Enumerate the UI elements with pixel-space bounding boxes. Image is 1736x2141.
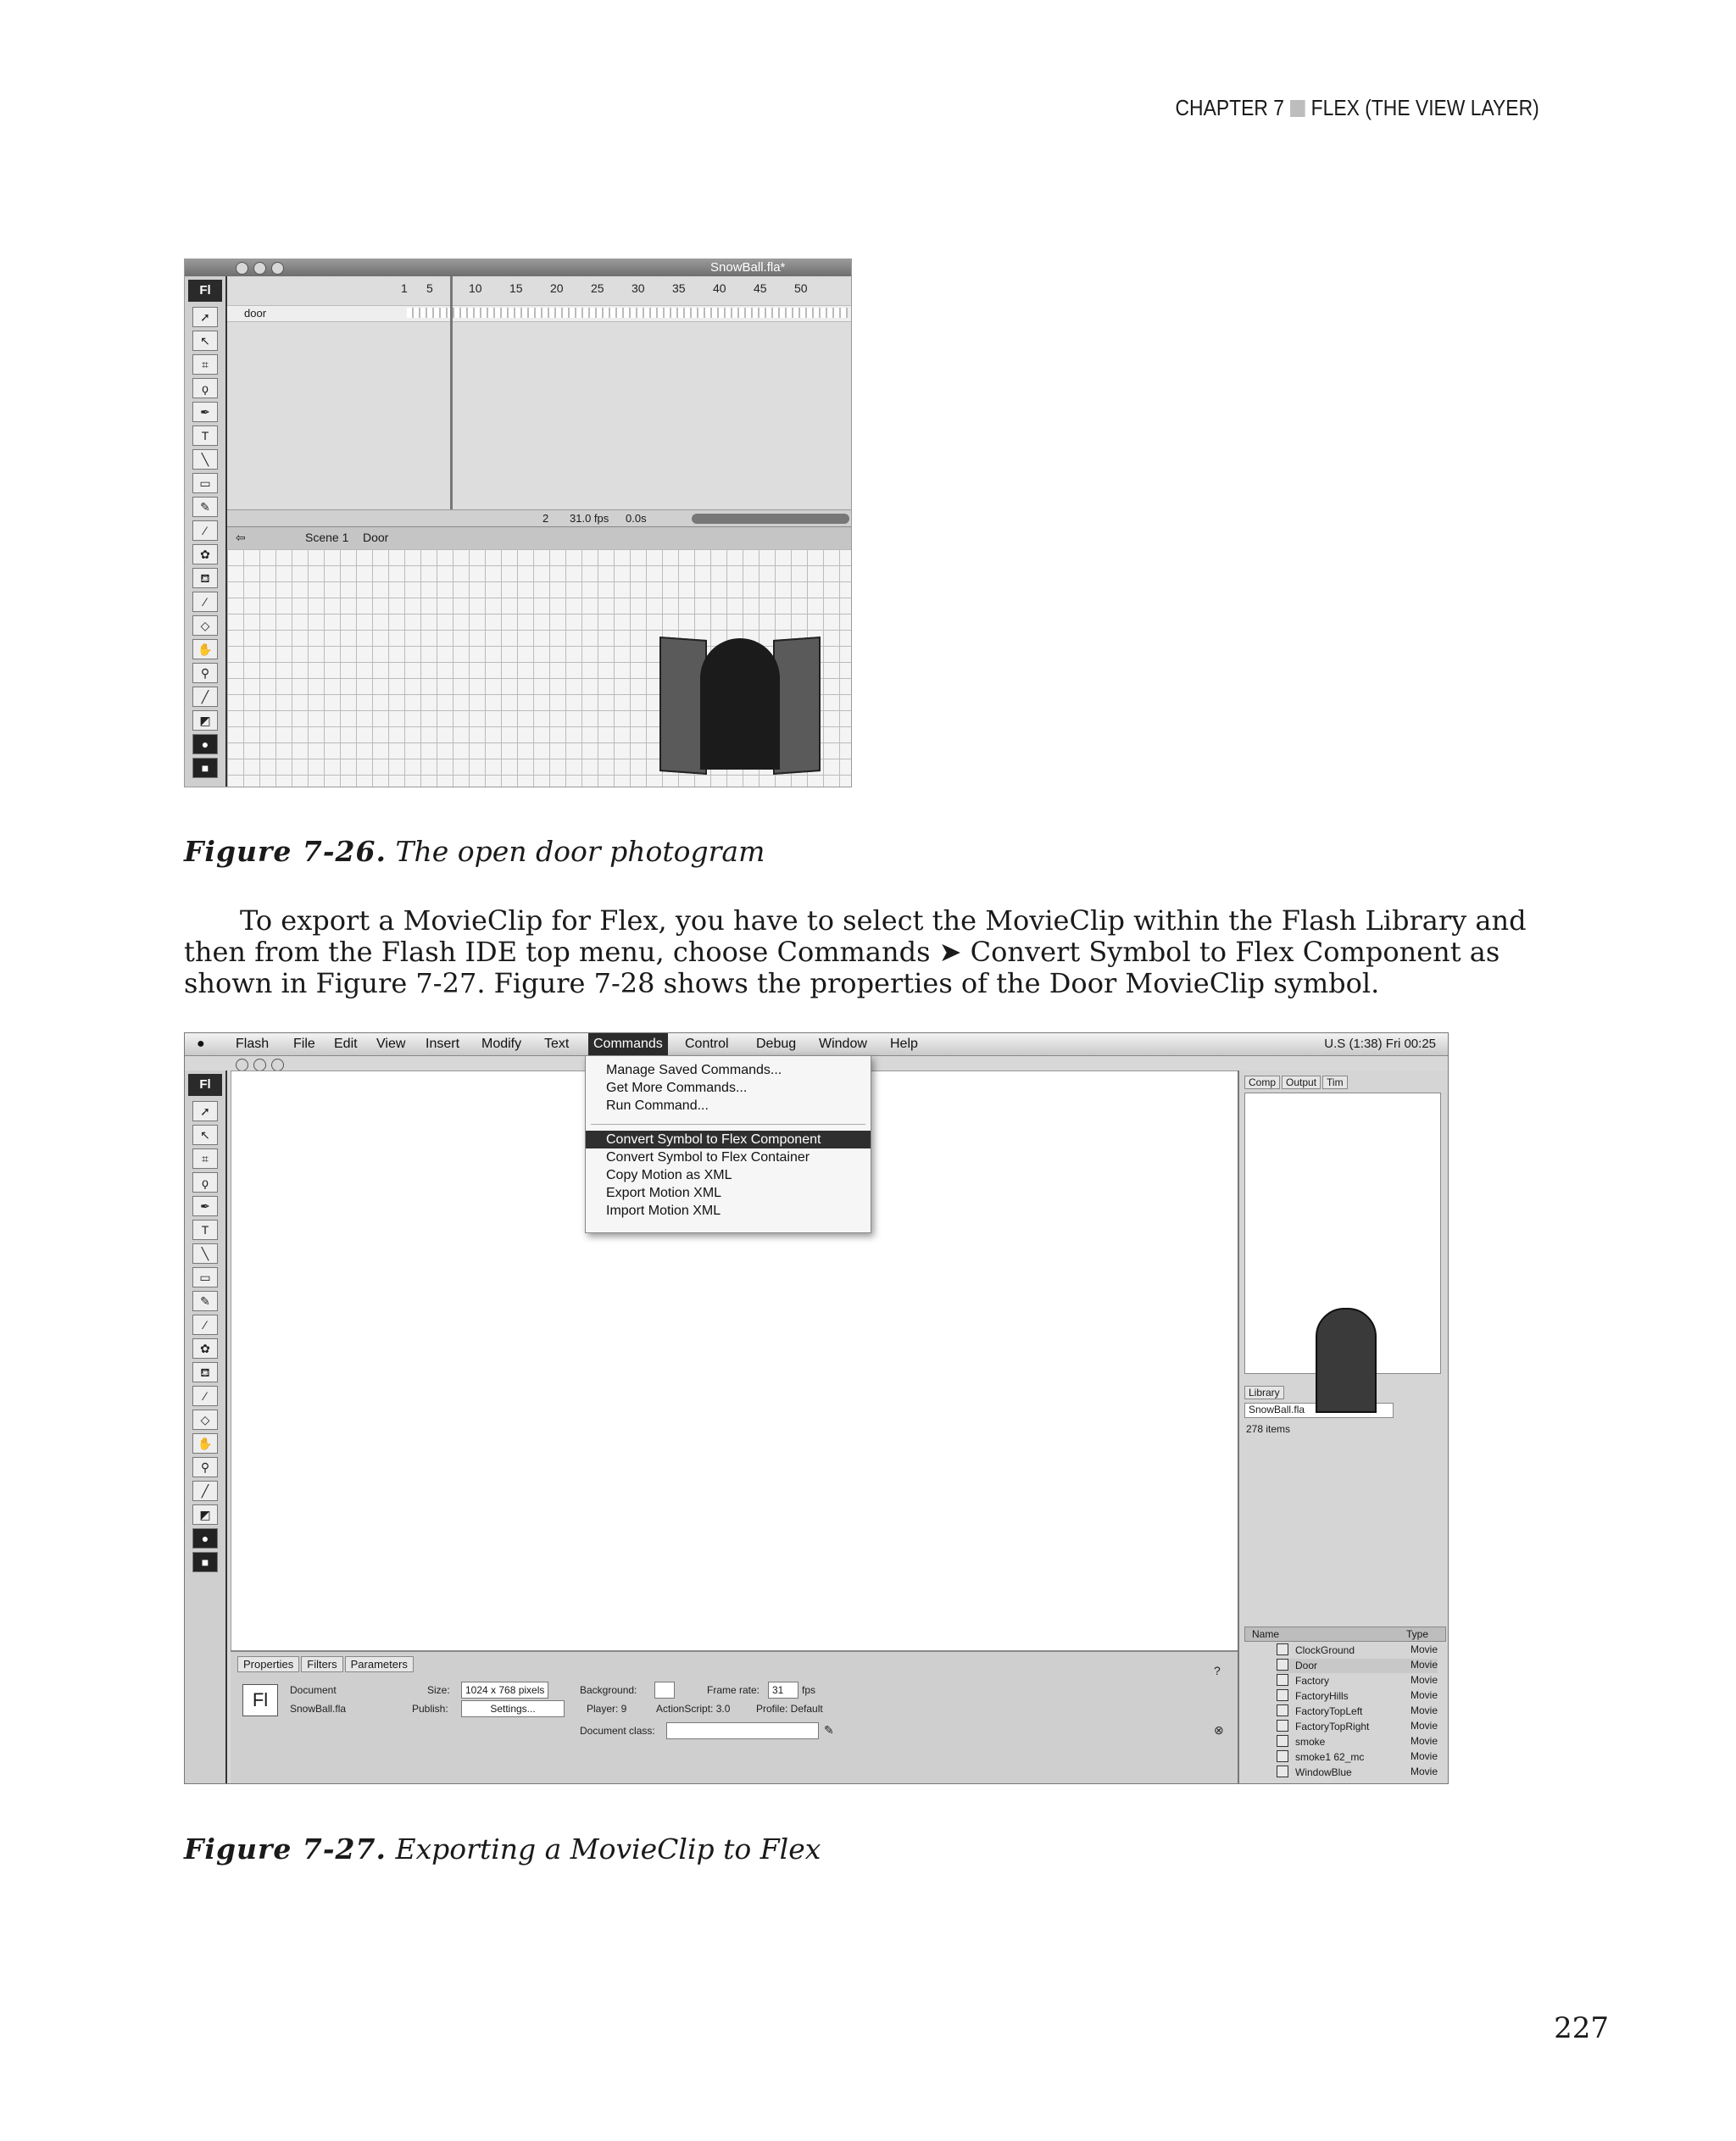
library-item-type: Movie	[1410, 1689, 1438, 1701]
subselection-tool-icon[interactable]: ↖	[192, 331, 218, 351]
figure-caption-7-27	[184, 1832, 821, 1866]
menu-item-import-motion-xml[interactable]: Import Motion XML	[606, 1204, 721, 1218]
caption-text: Exporting a MovieClip to Flex	[395, 1832, 821, 1866]
tab-output[interactable]: Output	[1282, 1076, 1321, 1089]
library-item-count: 278 items	[1246, 1423, 1291, 1435]
zoom-tool-icon[interactable]: ⚲	[192, 1457, 218, 1477]
document-name: SnowBall.fla	[290, 1703, 347, 1715]
document-class-input[interactable]	[666, 1722, 819, 1739]
current-frame: 2	[542, 512, 549, 525]
pencil-icon[interactable]: ✎	[192, 1291, 218, 1311]
ruler-tick: 5	[426, 281, 433, 295]
menu-item-export-motion-xml[interactable]: Export Motion XML	[606, 1186, 722, 1200]
menu-item-convert-to-flex-component[interactable]: Convert Symbol to Flex Component	[586, 1131, 871, 1148]
menu-text[interactable]: Text	[544, 1037, 570, 1051]
body-paragraph	[184, 905, 1549, 999]
zoom-tool-icon[interactable]: ⚲	[192, 663, 218, 683]
swatch-icon[interactable]: ■	[192, 758, 218, 778]
ruler-tick: 45	[754, 281, 767, 295]
movieclip-icon	[1277, 1689, 1288, 1701]
tab-library[interactable]: Library	[1244, 1386, 1284, 1399]
library-item-selected[interactable]	[1277, 1659, 1438, 1673]
size-button[interactable]: 1024 x 768 pixels	[461, 1682, 548, 1699]
library-item-type: Movie	[1410, 1750, 1438, 1762]
hand-icon[interactable]: ✋	[192, 1433, 218, 1454]
library-item-type: Movie	[1410, 1720, 1438, 1732]
type-column-header[interactable]: Type	[1406, 1628, 1429, 1640]
document-icon: Fl	[242, 1684, 278, 1716]
size-label: Size:	[427, 1684, 450, 1696]
pencil-icon[interactable]: ✎	[192, 497, 218, 517]
chapter-label: CHAPTER 7	[1175, 95, 1285, 120]
frame-rate-label: Frame rate:	[707, 1684, 760, 1696]
library-item-type: Movie	[1410, 1704, 1438, 1716]
eyedropper-icon[interactable]: ⁄	[192, 1386, 218, 1406]
mac-menu-bar	[185, 1033, 1448, 1056]
free-transform-icon[interactable]: ⌗	[192, 1148, 218, 1169]
frame-rate-input[interactable]: 31	[768, 1682, 798, 1699]
snap-icon[interactable]: ●	[192, 734, 218, 754]
library-item[interactable]	[1277, 1720, 1438, 1734]
frame-ruler	[401, 281, 851, 295]
page-number: 227	[1554, 2011, 1609, 2045]
window-titlebar	[185, 259, 851, 276]
flash-logo: Fl	[188, 280, 222, 302]
zoom-icon[interactable]	[271, 262, 284, 275]
movieclip-icon	[1277, 1720, 1288, 1732]
stage-grid[interactable]	[227, 549, 851, 787]
running-head	[1176, 95, 1539, 121]
movieclip-icon	[1277, 1643, 1288, 1655]
library-item-name: FactoryHills	[1295, 1690, 1349, 1702]
menu-flash[interactable]: Flash	[236, 1037, 270, 1051]
component-output-tabs	[1244, 1076, 1349, 1089]
library-file-select[interactable]: SnowBall.fla	[1244, 1403, 1394, 1418]
menu-item-run-command[interactable]: Run Command...	[606, 1098, 709, 1113]
door-right-leaf	[773, 637, 821, 775]
zoom-icon[interactable]	[271, 1059, 284, 1071]
paint-bucket-icon[interactable]: ⛾	[192, 1362, 218, 1382]
menu-item-convert-to-flex-container[interactable]: Convert Symbol to Flex Container	[606, 1150, 810, 1165]
ruler-tick: 35	[672, 281, 686, 295]
lasso-icon[interactable]: ϙ	[192, 1172, 218, 1193]
ruler-tick: 20	[550, 281, 564, 295]
settings-button[interactable]: Settings...	[461, 1700, 565, 1717]
ruler-tick: 50	[794, 281, 808, 295]
paint-bucket-icon[interactable]: ⛾	[192, 568, 218, 588]
library-item[interactable]	[1277, 1704, 1438, 1719]
frame-cells[interactable]	[407, 308, 848, 318]
apple-icon[interactable]: ●	[197, 1037, 205, 1051]
pencil-edit-icon[interactable]: ✎	[824, 1723, 834, 1737]
line-tool-icon[interactable]: ╲	[192, 1243, 218, 1264]
free-transform-icon[interactable]: ⌗	[192, 354, 218, 375]
properties-tabs	[237, 1656, 415, 1672]
ruler-tick: 30	[632, 281, 645, 295]
library-item[interactable]	[1277, 1735, 1438, 1749]
flash-logo: Fl	[188, 1074, 222, 1096]
brush-icon[interactable]: ⁄	[192, 1315, 218, 1335]
door-arch-opening	[700, 638, 780, 770]
menu-control[interactable]: Control	[685, 1037, 729, 1051]
tools-panel	[185, 276, 227, 787]
close-icon[interactable]	[236, 1059, 248, 1071]
library-item[interactable]	[1277, 1643, 1438, 1658]
right-panel	[1238, 1070, 1449, 1783]
fill-color-icon[interactable]: ◩	[192, 1504, 218, 1525]
tab-parameters[interactable]: Parameters	[345, 1656, 414, 1672]
ruler-tick: 10	[469, 281, 482, 295]
background-swatch[interactable]	[654, 1682, 675, 1699]
paragraph-text: To export a MovieClip for Flex, you have to select the MovieClip within the Flash Library and then from the Flash IDE top menu, choose Commands ➤ Convert Symbol to Flex Component as shown in Figure 7-27. Figure 7-28 shows the properties of the Door MovieClip symbol.	[184, 904, 1527, 999]
playhead[interactable]	[450, 276, 453, 516]
caption-text: The open door photogram	[395, 835, 765, 868]
commands-dropdown-menu	[585, 1055, 871, 1233]
timeline-scrollbar[interactable]	[692, 514, 849, 524]
minimize-icon[interactable]	[253, 262, 266, 275]
minimize-icon[interactable]	[253, 1059, 266, 1071]
eraser-icon[interactable]: ◇	[192, 1410, 218, 1430]
figure-flash-timeline-screenshot	[184, 259, 852, 787]
text-tool-icon[interactable]: T	[192, 1220, 218, 1240]
eyedropper-icon[interactable]: ⁄	[192, 592, 218, 612]
menu-view[interactable]: View	[376, 1037, 406, 1051]
name-column-header[interactable]: Name	[1252, 1628, 1280, 1640]
figure-flash-commands-menu-screenshot	[184, 1032, 1449, 1784]
tools-panel	[185, 1070, 227, 1783]
lasso-icon[interactable]: ϙ	[192, 378, 218, 398]
library-item[interactable]	[1277, 1766, 1438, 1780]
library-item-type: Movie	[1410, 1659, 1438, 1671]
window-title: SnowBall.fla*	[710, 260, 786, 275]
ruler-tick: 25	[591, 281, 604, 295]
library-item-name: FactoryTopRight	[1295, 1721, 1370, 1732]
movieclip-icon	[1277, 1704, 1288, 1716]
chapter-title: FLEX (THE VIEW LAYER)	[1310, 95, 1539, 120]
stroke-color-icon[interactable]: ╱	[192, 1481, 218, 1501]
document-label: Document	[290, 1684, 337, 1696]
caption-label: Figure 7-27.	[184, 1832, 387, 1866]
document-class-label: Document class:	[580, 1725, 655, 1737]
swatch-icon[interactable]: ■	[192, 1552, 218, 1572]
menu-window[interactable]: Window	[819, 1037, 867, 1051]
movieclip-icon	[1277, 1735, 1288, 1747]
pen-icon[interactable]: ✒	[192, 402, 218, 422]
library-item-name: smoke1 62_mc	[1295, 1751, 1365, 1763]
symbol-breadcrumb[interactable]: Door	[363, 531, 389, 544]
brush-icon[interactable]: ⁄	[192, 520, 218, 541]
library-item-name: Factory	[1295, 1675, 1330, 1687]
library-item[interactable]	[1277, 1689, 1438, 1704]
tab-timeline[interactable]: Tim	[1322, 1076, 1348, 1089]
menu-item-copy-motion-as-xml[interactable]: Copy Motion as XML	[606, 1168, 732, 1182]
layer-row-door[interactable]	[227, 305, 851, 322]
selection-tool-icon[interactable]: ➚	[192, 1101, 218, 1121]
movieclip-icon	[1277, 1674, 1288, 1686]
library-item-type: Movie	[1410, 1643, 1438, 1655]
deco-icon[interactable]: ✿	[192, 1338, 218, 1359]
layer-name: door	[244, 307, 267, 320]
menu-insert[interactable]: Insert	[426, 1037, 460, 1051]
scene-breadcrumb[interactable]: Scene 1	[305, 531, 349, 544]
rectangle-tool-icon[interactable]: ▭	[192, 1267, 218, 1287]
deco-icon[interactable]: ✿	[192, 544, 218, 564]
properties-panel	[231, 1650, 1238, 1784]
tab-components[interactable]: Comp	[1244, 1076, 1280, 1089]
separator-square	[1290, 100, 1305, 117]
ruler-tick: 15	[509, 281, 523, 295]
fill-color-icon[interactable]: ◩	[192, 710, 218, 731]
library-item-name: WindowBlue	[1295, 1766, 1352, 1778]
open-door-graphic[interactable]	[659, 638, 821, 770]
snap-icon[interactable]: ●	[192, 1528, 218, 1549]
player-version: Player: 9	[587, 1703, 627, 1715]
movieclip-icon	[1277, 1750, 1288, 1762]
library-item-type: Movie	[1410, 1735, 1438, 1747]
menu-modify[interactable]: Modify	[481, 1037, 522, 1051]
caption-label: Figure 7-26.	[184, 835, 387, 868]
timeline-panel	[227, 276, 851, 525]
elapsed-time: 0.0s	[626, 512, 647, 525]
library-item-name: ClockGround	[1295, 1644, 1355, 1656]
menu-edit[interactable]: Edit	[334, 1037, 358, 1051]
movieclip-icon	[1277, 1659, 1288, 1671]
collapse-icon[interactable]: ⊗	[1214, 1723, 1224, 1737]
subselection-tool-icon[interactable]: ↖	[192, 1125, 218, 1145]
fps-label: fps	[802, 1684, 816, 1696]
rectangle-tool-icon[interactable]: ▭	[192, 473, 218, 493]
menu-help[interactable]: Help	[890, 1037, 918, 1051]
tab-properties[interactable]: Properties	[237, 1656, 299, 1672]
pen-icon[interactable]: ✒	[192, 1196, 218, 1216]
library-item-type: Movie	[1410, 1674, 1438, 1686]
library-item[interactable]	[1277, 1750, 1438, 1765]
movieclip-icon	[1277, 1766, 1288, 1777]
library-item-name: smoke	[1295, 1736, 1326, 1748]
menu-item-manage-saved-commands[interactable]: Manage Saved Commands...	[606, 1063, 782, 1077]
menu-separator	[591, 1124, 865, 1125]
stroke-color-icon[interactable]: ╱	[192, 687, 218, 707]
line-tool-icon[interactable]: ╲	[192, 449, 218, 470]
background-label: Background:	[580, 1684, 637, 1696]
menu-commands[interactable]: Commands	[588, 1033, 668, 1055]
library-item[interactable]	[1277, 1674, 1438, 1688]
menu-debug[interactable]: Debug	[756, 1037, 797, 1051]
edit-bar	[227, 526, 851, 550]
close-icon[interactable]	[236, 262, 248, 275]
eraser-icon[interactable]: ◇	[192, 615, 218, 636]
text-tool-icon[interactable]: T	[192, 425, 218, 446]
library-item-name: Door	[1295, 1660, 1318, 1671]
ruler-tick: 40	[713, 281, 726, 295]
back-arrow-icon[interactable]: ⇦	[236, 531, 246, 544]
figure-caption-7-26	[184, 835, 765, 868]
actionscript-version: ActionScript: 3.0	[656, 1703, 731, 1715]
library-header	[1244, 1627, 1446, 1642]
menu-bar-status: U.S (1:38) Fri 00:25	[1324, 1037, 1436, 1051]
help-icon[interactable]: ?	[1214, 1664, 1221, 1677]
hand-icon[interactable]: ✋	[192, 639, 218, 659]
timeline-status-bar	[227, 509, 851, 527]
frame-rate: 31.0 fps	[570, 512, 609, 525]
library-item-name: FactoryTopLeft	[1295, 1705, 1363, 1717]
profile-label: Profile: Default	[756, 1703, 823, 1715]
menu-item-get-more-commands[interactable]: Get More Commands...	[606, 1081, 748, 1095]
ruler-tick: 1	[401, 281, 408, 295]
library-item-type: Movie	[1410, 1766, 1438, 1777]
menu-file[interactable]: File	[293, 1037, 315, 1051]
library-tabs	[1244, 1386, 1286, 1399]
selection-tool-icon[interactable]: ➚	[192, 307, 218, 327]
tab-filters[interactable]: Filters	[301, 1656, 342, 1672]
publish-label: Publish:	[412, 1703, 448, 1715]
library-door-preview	[1316, 1308, 1377, 1413]
